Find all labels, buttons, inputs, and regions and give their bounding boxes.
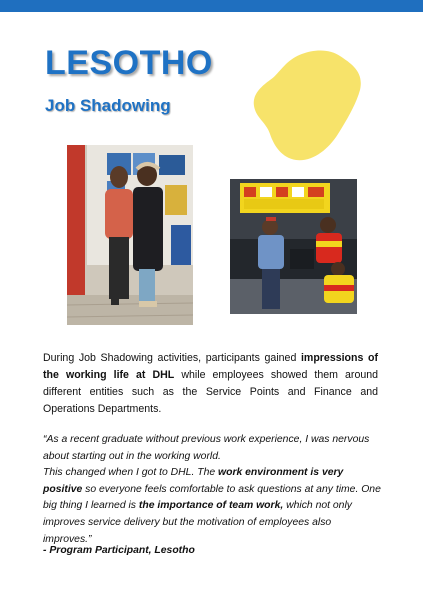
top-color-bar — [0, 0, 423, 12]
body-text-part: while employees showed them around different entities such as the Service Points and Finance and Operations Departments. — [43, 369, 379, 415]
photo-dhl-workshop — [230, 179, 357, 314]
participant-quote — [43, 432, 381, 548]
quote-attribution: - Program Participant, Lesotho — [43, 545, 195, 556]
body-text-part: During Job Shadowing activities, participants gained — [43, 352, 301, 364]
page-subtitle: Job Shadowing — [45, 96, 171, 115]
photo-two-participants — [67, 145, 193, 325]
quote-text-part: This changed when I got to DHL. The — [43, 467, 219, 479]
quote-text-part: which not only improves service delivery but the motivation of employees also improves.” — [43, 500, 352, 545]
quote-text-bold: the importance of team work, — [138, 500, 284, 512]
body-paragraph — [43, 350, 378, 418]
map-outline — [254, 50, 361, 160]
lesotho-map-shape — [248, 44, 368, 168]
photo-two-participants-art — [67, 145, 193, 325]
quote-text-bold: work environment is very positive — [43, 467, 344, 495]
page-title: LESOTHO — [45, 44, 213, 82]
quote-line: “As a recent graduate without previous work experience, I was nervous about starting out in the working world. — [43, 434, 370, 462]
photo-dhl-workshop-art — [230, 179, 357, 314]
body-text-bold: impressions of the working life at DHL — [43, 352, 378, 381]
quote-text-part: so everyone feels comfortable to ask questions at any time. One big thing I learned is — [43, 483, 381, 512]
